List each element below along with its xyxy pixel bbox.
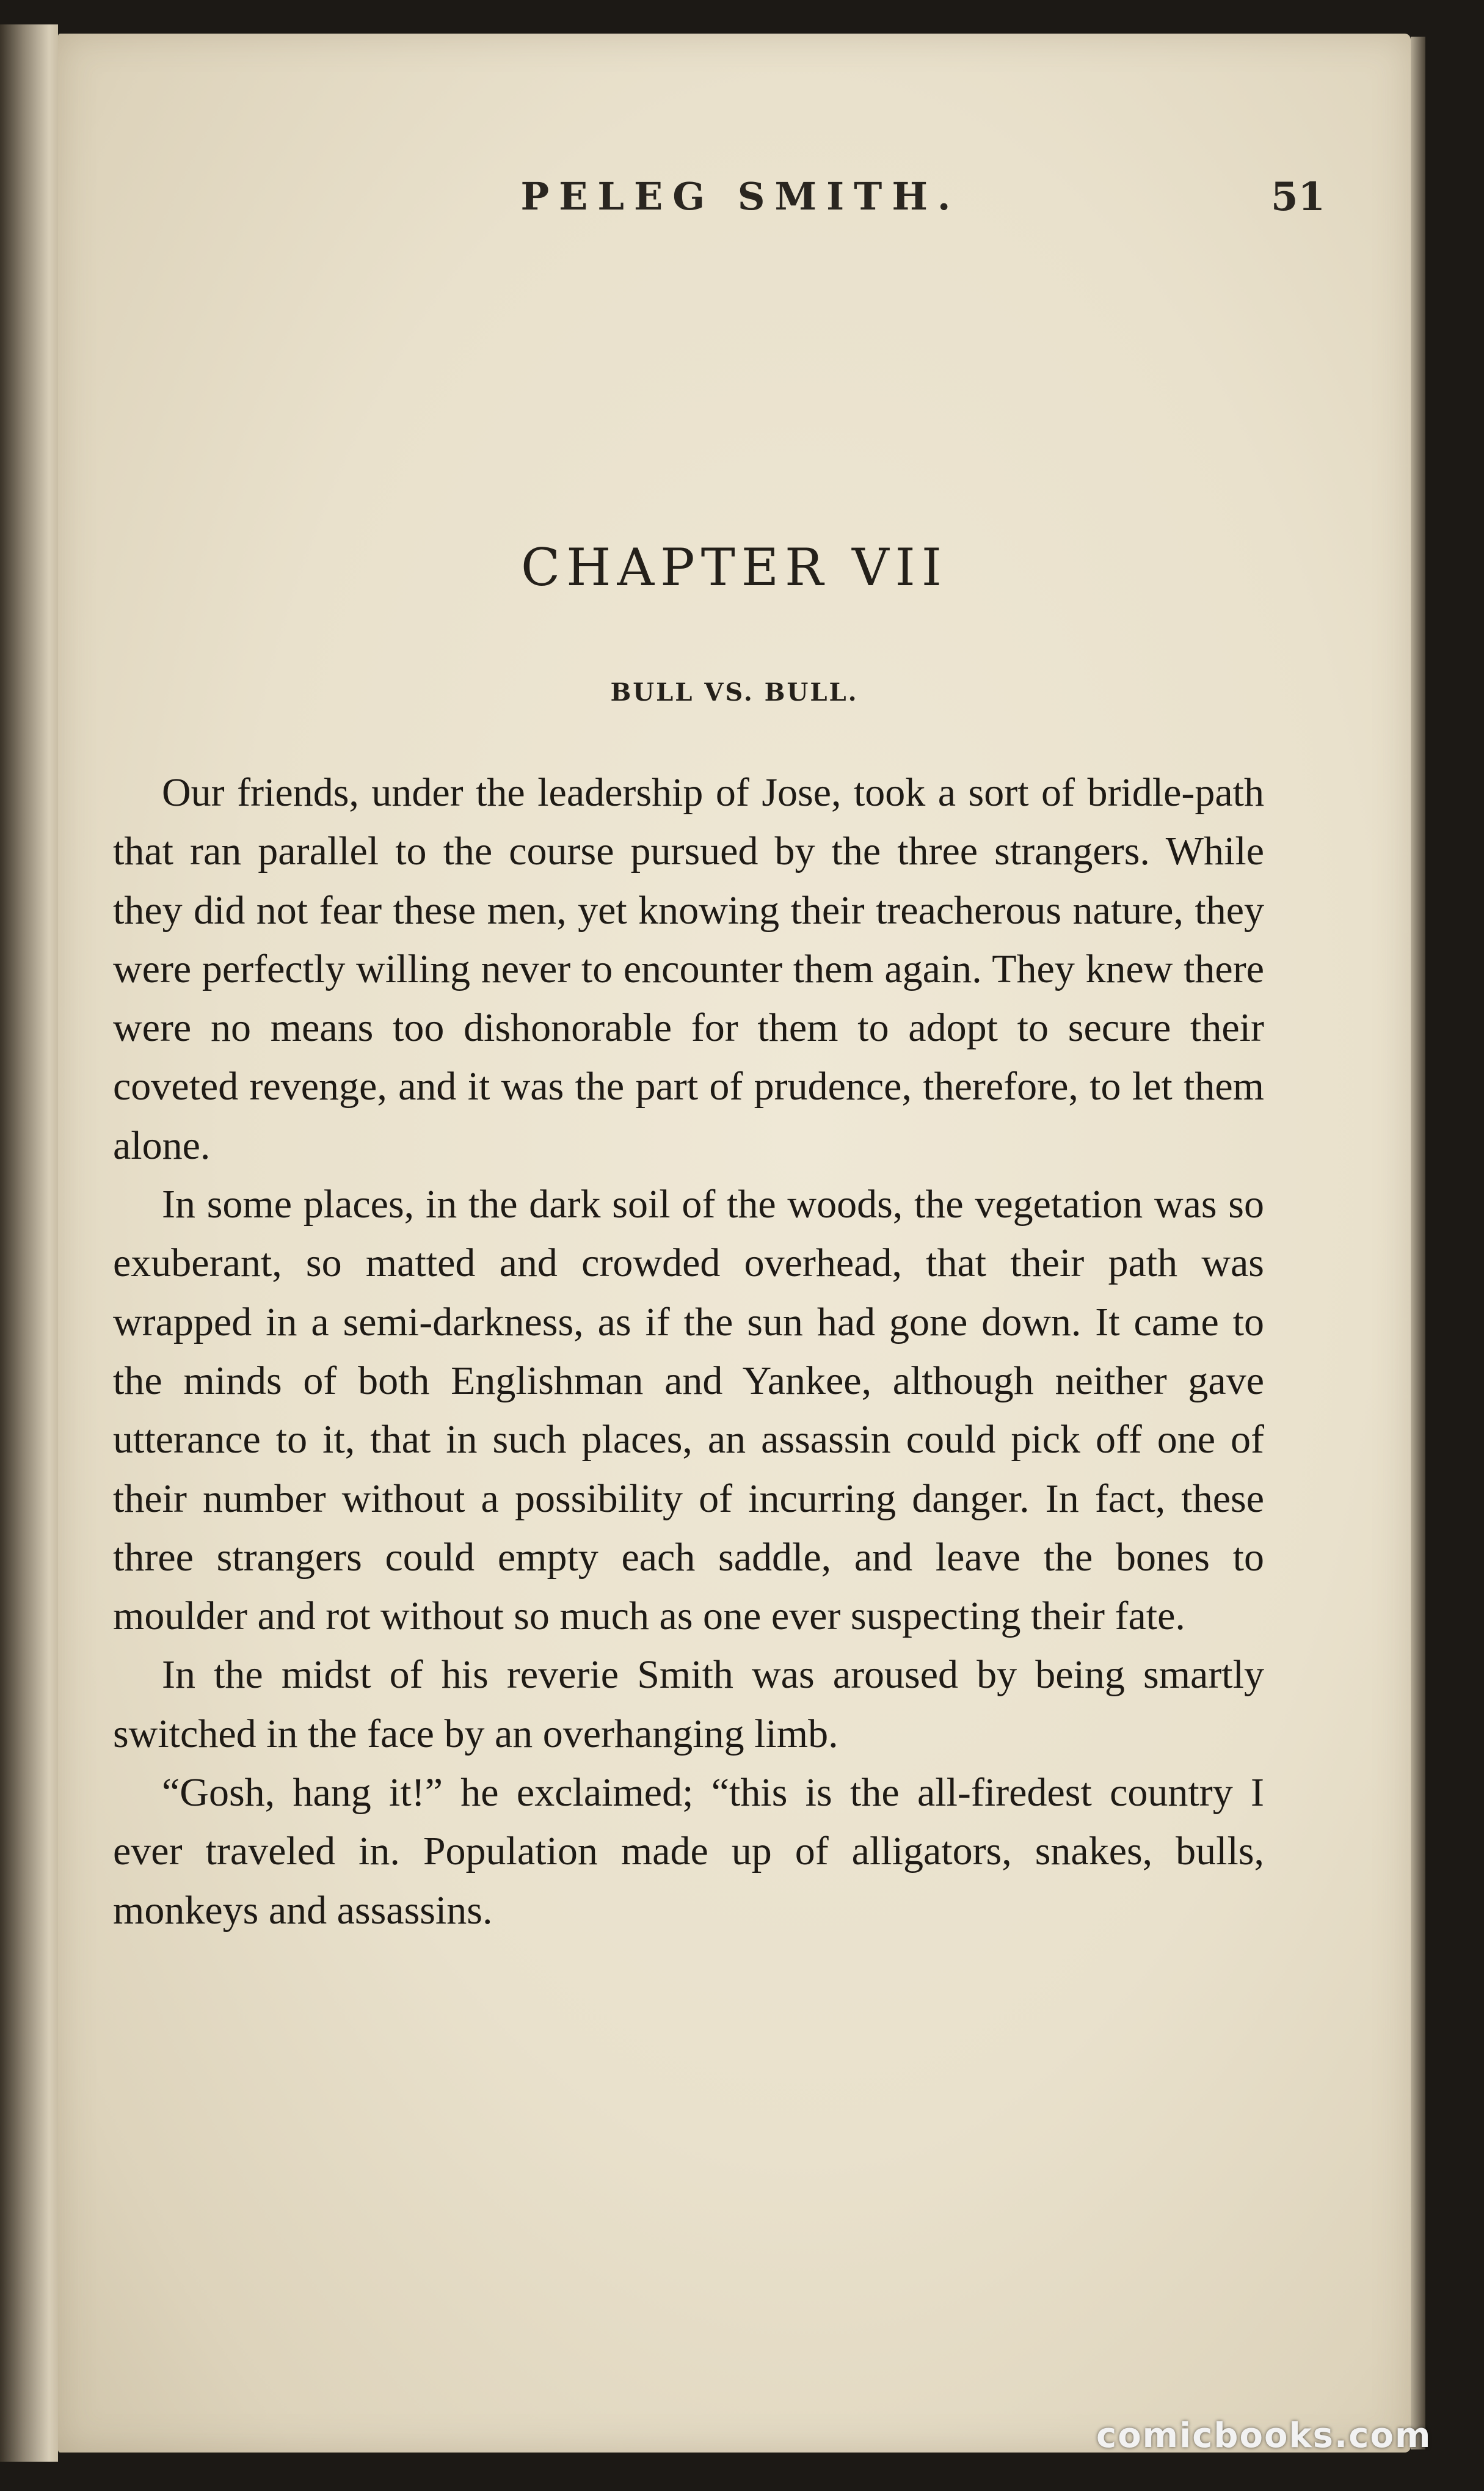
paragraph: Our friends, under the leadership of Jose, took a sort of bridle-path that ran parallel to the course pursued by the three strangers. While they did not fear these men, yet knowing their treacherous nature, they were perfectly willing never to encounter them again. They knew there were no means too dishonorable for them to adopt to secure their coveted revenge, and it was the part of prudence, therefore, to let them alone. xyxy=(113,770,1264,1168)
running-head: PELEG SMITH. xyxy=(520,174,961,219)
paragraph: In the midst of his reverie Smith was aroused by being smartly switched in the face by an overhanging limb. xyxy=(113,1652,1264,1756)
body-text xyxy=(113,764,1264,1940)
chapter-title: CHAPTER VII xyxy=(520,538,948,597)
watermark: comicbooks.com xyxy=(1096,2416,1432,2456)
paragraph: “Gosh, hang it!” he exclaimed; “this is the all-firedest country I ever traveled in. Population made up of alligators, snakes, bulls, monkeys and assassins. xyxy=(113,1770,1264,1933)
page-edge xyxy=(1411,37,1425,2449)
page-number: 51 xyxy=(1270,174,1325,220)
page-header xyxy=(58,174,1411,229)
chapter-subtitle: BULL VS. BULL. xyxy=(610,678,859,707)
book-spine xyxy=(0,24,58,2462)
paragraph: In some places, in the dark soil of the woods, the vegetation was so exuberant, so matted and crowded overhead, that their path was wrapped in a semi-darkness, as if the sun had gone down. It came to the minds of both Englishman and Yankee, although neither gave utterance to it, that in such places, an assassin could pick off one of their number without a possibility of incurring danger. In fact, these three strangers could empty each saddle, and leave the bones to moulder and rot without so much as one ever suspecting their fate. xyxy=(113,1182,1264,1639)
